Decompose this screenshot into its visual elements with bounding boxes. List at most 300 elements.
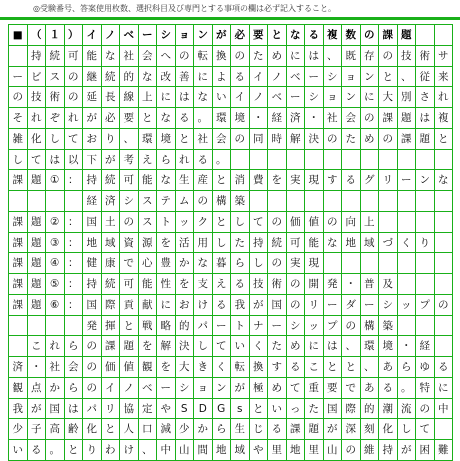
grid-cell: 暮	[212, 252, 232, 274]
grid-cell: G	[212, 398, 232, 420]
grid-cell: 技	[249, 273, 269, 295]
grid-cell: 会	[64, 356, 84, 378]
grid-cell: 可	[119, 273, 139, 295]
grid-cell: と	[212, 169, 232, 191]
grid-cell: 康	[101, 252, 121, 274]
grid-cell: 維	[360, 439, 380, 461]
grid-cell: ト	[156, 211, 176, 233]
grid-cell: 決	[304, 128, 324, 150]
grid-cell: 決	[175, 335, 195, 357]
grid-cell: シ	[304, 86, 324, 108]
grid-cell: ー	[138, 24, 158, 46]
grid-cell: ：	[64, 273, 84, 295]
grid-cell	[8, 45, 28, 67]
grid-cell: パ	[193, 315, 213, 337]
grid-cell: ：	[64, 294, 84, 316]
grid-cell: の	[82, 335, 102, 357]
grid-cell: ン	[360, 66, 380, 88]
grid-cell	[415, 211, 435, 233]
grid-cell: 複	[323, 24, 343, 46]
grid-cell: ス	[45, 66, 65, 88]
grid-cell: が	[101, 149, 121, 171]
grid-cell: ベ	[267, 86, 287, 108]
grid-cell: 存	[360, 45, 380, 67]
grid-cell: 子	[27, 418, 47, 440]
grid-cell: 済	[8, 356, 28, 378]
grid-cell: 持	[378, 439, 398, 461]
grid-cell: ョ	[323, 86, 343, 108]
grid-cell: あ	[360, 377, 380, 399]
grid-cell: の	[175, 45, 195, 67]
grid-cell	[360, 252, 380, 274]
grid-cell: が	[249, 294, 269, 316]
grid-cell: 既	[341, 45, 361, 67]
grid-cell: へ	[156, 45, 176, 67]
grid-cell: 能	[138, 273, 158, 295]
grid-cell: 上	[360, 211, 380, 233]
grid-cell: リ	[101, 398, 121, 420]
grid-cell: り	[82, 439, 102, 461]
grid-cell: ④	[45, 252, 65, 274]
grid-cell: る	[341, 169, 361, 191]
grid-cell: な	[286, 24, 306, 46]
grid-cell: と	[323, 356, 343, 378]
grid-cell: 社	[193, 128, 213, 150]
grid-cell: ン	[212, 377, 232, 399]
grid-cell: ー	[286, 86, 306, 108]
grid-cell: 化	[378, 418, 398, 440]
grid-cell: や	[156, 398, 176, 420]
grid-cell: 構	[360, 315, 380, 337]
grid-cell: を	[267, 169, 287, 191]
grid-cell: の	[341, 439, 361, 461]
grid-cell: 境	[230, 107, 250, 129]
grid-cell	[434, 335, 454, 357]
grid-cell	[378, 149, 398, 171]
grid-cell: り	[101, 128, 121, 150]
grid-cell: 題	[304, 418, 324, 440]
grid-cell	[360, 149, 380, 171]
grid-cell: で	[341, 377, 361, 399]
grid-cell: ク	[193, 211, 213, 233]
grid-cell: に	[193, 66, 213, 88]
grid-cell: 生	[230, 418, 250, 440]
grid-cell: 際	[101, 294, 121, 316]
grid-cell: 中	[156, 439, 176, 461]
grid-cell: 考	[119, 149, 139, 171]
grid-cell: ョ	[341, 66, 361, 88]
grid-cell	[323, 149, 343, 171]
grid-cell: 難	[434, 439, 454, 461]
grid-cell: て	[64, 128, 84, 150]
grid-cell: リ	[378, 169, 398, 191]
grid-cell: 少	[8, 418, 28, 440]
grid-cell: ー	[267, 315, 287, 337]
grid-cell	[323, 190, 343, 212]
grid-cell: れ	[27, 107, 47, 129]
grid-cell	[230, 149, 250, 171]
grid-cell: 高	[45, 418, 65, 440]
grid-cell: し	[8, 149, 28, 171]
grid-cell: の	[82, 356, 102, 378]
grid-cell: の	[119, 211, 139, 233]
grid-cell: の	[360, 107, 380, 129]
grid-cell	[397, 190, 417, 212]
grid-cell: く	[212, 356, 232, 378]
grid-cell: よ	[212, 66, 232, 88]
grid-cell: の	[64, 66, 84, 88]
grid-cell: 題	[397, 107, 417, 129]
grid-cell: こ	[27, 335, 47, 357]
grid-cell: な	[323, 232, 343, 254]
grid-cell: 会	[138, 45, 158, 67]
grid-cell: 要	[249, 24, 269, 46]
grid-cell: な	[156, 169, 176, 191]
grid-cell: 別	[397, 86, 417, 108]
grid-cell: の	[8, 86, 28, 108]
grid-cell	[249, 190, 269, 212]
grid-cell: パ	[82, 398, 102, 420]
grid-cell: 課	[286, 418, 306, 440]
grid-cell	[397, 273, 417, 295]
grid-cell: 境	[378, 335, 398, 357]
grid-cell: 課	[8, 252, 28, 274]
grid-cell: っ	[286, 398, 306, 420]
grid-cell: 題	[27, 232, 47, 254]
grid-cell: 、	[341, 335, 361, 357]
grid-cell: れ	[45, 335, 65, 357]
grid-cell: 能	[304, 232, 324, 254]
grid-cell	[415, 273, 435, 295]
grid-cell: の	[286, 294, 306, 316]
grid-cell: 解	[286, 128, 306, 150]
grid-cell: ス	[138, 190, 158, 212]
grid-cell: シ	[286, 315, 306, 337]
grid-cell: の	[230, 45, 250, 67]
grid-cell: お	[82, 128, 102, 150]
grid-cell: 社	[45, 356, 65, 378]
grid-cell: 続	[267, 232, 287, 254]
grid-cell	[434, 190, 454, 212]
grid-cell: た	[267, 335, 287, 357]
grid-cell: ス	[138, 211, 158, 233]
grid-cell: て	[212, 335, 232, 357]
grid-cell	[341, 149, 361, 171]
grid-cell: し	[230, 211, 250, 233]
grid-cell: い	[212, 86, 232, 108]
grid-cell	[267, 190, 287, 212]
grid-cell: 要	[119, 107, 139, 129]
grid-cell: 数	[341, 24, 361, 46]
grid-cell: 潮	[378, 398, 398, 420]
grid-cell	[8, 315, 28, 337]
grid-cell: ビ	[27, 66, 47, 88]
grid-cell: 時	[267, 128, 287, 150]
grid-cell: 転	[230, 356, 250, 378]
grid-cell: 課	[8, 169, 28, 191]
grid-cell	[286, 149, 306, 171]
grid-cell: 換	[212, 45, 232, 67]
grid-cell: る	[304, 24, 324, 46]
grid-cell: ・	[249, 107, 269, 129]
grid-cell	[397, 211, 417, 233]
grid-cell: ッ	[397, 294, 417, 316]
grid-cell: 豊	[156, 252, 176, 274]
grid-cell: イ	[249, 66, 269, 88]
grid-cell: ン	[415, 169, 435, 191]
grid-cell: 献	[138, 294, 158, 316]
grid-cell: S	[175, 398, 195, 420]
grid-cell: ら	[397, 356, 417, 378]
grid-cell: な	[138, 66, 158, 88]
grid-cell: ー	[156, 377, 176, 399]
grid-cell: ン	[193, 24, 213, 46]
grid-cell: を	[138, 335, 158, 357]
grid-cell: 換	[249, 356, 269, 378]
grid-cell: し	[212, 232, 232, 254]
grid-cell: プ	[323, 315, 343, 337]
grid-cell: い	[267, 398, 287, 420]
grid-cell: 能	[82, 45, 102, 67]
grid-cell	[378, 190, 398, 212]
grid-cell	[434, 315, 454, 337]
grid-cell: と	[378, 66, 398, 88]
grid-cell: 。	[45, 439, 65, 461]
grid-cell: イ	[230, 86, 250, 108]
grid-cell: ①	[45, 169, 65, 191]
grid-cell: ぞ	[45, 107, 65, 129]
grid-cell: で	[119, 252, 139, 274]
grid-cell: ー	[304, 66, 324, 88]
grid-cell: 必	[230, 24, 250, 46]
grid-cell	[397, 149, 417, 171]
grid-cell: る	[378, 377, 398, 399]
grid-cell: シ	[175, 377, 195, 399]
grid-cell	[8, 335, 28, 357]
grid-cell: 。	[212, 149, 232, 171]
grid-cell: 揮	[101, 315, 121, 337]
grid-cell: ノ	[267, 66, 287, 88]
grid-cell: ・	[341, 273, 361, 295]
grid-cell: 我	[230, 294, 250, 316]
grid-cell: サ	[434, 45, 454, 67]
grid-cell: が	[323, 418, 343, 440]
grid-cell: 下	[82, 149, 102, 171]
grid-cell: と	[341, 356, 361, 378]
grid-cell: 戦	[138, 315, 158, 337]
grid-cell: 中	[434, 398, 454, 420]
grid-cell: 里	[267, 439, 287, 461]
grid-cell: め	[267, 45, 287, 67]
grid-cell	[341, 252, 361, 274]
grid-cell: 術	[415, 45, 435, 67]
grid-cell: る	[27, 439, 47, 461]
grid-cell: る	[286, 356, 306, 378]
grid-cell: は	[323, 335, 343, 357]
grid-cell: ら	[156, 149, 176, 171]
grid-cell: ト	[230, 315, 250, 337]
grid-cell: の	[64, 86, 84, 108]
grid-cell: 必	[101, 107, 121, 129]
grid-cell: 持	[82, 273, 102, 295]
grid-cell: り	[415, 232, 435, 254]
grid-cell: 少	[175, 418, 195, 440]
grid-cell	[434, 149, 454, 171]
grid-cell: の	[82, 377, 102, 399]
grid-cell: s	[230, 398, 250, 420]
grid-cell: と	[138, 107, 158, 129]
grid-cell: 土	[101, 211, 121, 233]
grid-cell: 観	[138, 356, 158, 378]
grid-cell: に	[304, 335, 324, 357]
grid-cell	[415, 252, 435, 274]
grid-cell: わ	[101, 439, 121, 461]
grid-cell: ベ	[119, 24, 139, 46]
grid-cell: 重	[304, 377, 324, 399]
grid-cell: 経	[267, 107, 287, 129]
grid-cell: ベ	[138, 377, 158, 399]
grid-cell: を	[175, 273, 195, 295]
grid-cell: て	[286, 377, 306, 399]
grid-cell: ・	[304, 107, 324, 129]
grid-cell: 実	[286, 252, 306, 274]
grid-cell	[304, 190, 324, 212]
grid-cell: に	[156, 86, 176, 108]
grid-cell	[415, 24, 435, 46]
grid-cell: な	[193, 86, 213, 108]
grid-cell	[45, 190, 65, 212]
grid-cell: 環	[212, 107, 232, 129]
grid-cell: 消	[230, 169, 250, 191]
grid-cell: 的	[119, 66, 139, 88]
grid-cell: ッ	[175, 211, 195, 233]
grid-cell: ：	[64, 211, 84, 233]
grid-cell: は	[415, 107, 435, 129]
grid-cell: 題	[27, 294, 47, 316]
grid-cell: ダ	[341, 294, 361, 316]
grid-cell: め	[286, 335, 306, 357]
grid-cell: 能	[138, 169, 158, 191]
grid-cell: と	[64, 439, 84, 461]
grid-cell: 性	[156, 273, 176, 295]
grid-cell: 費	[249, 169, 269, 191]
grid-cell: 要	[323, 377, 343, 399]
grid-cell: 値	[304, 211, 324, 233]
grid-cell: 課	[8, 232, 28, 254]
grid-cell: 山	[323, 439, 343, 461]
grid-cell: シ	[119, 190, 139, 212]
grid-cell: 題	[27, 211, 47, 233]
grid-cell: グ	[360, 169, 380, 191]
grid-cell: の	[360, 24, 380, 46]
grid-cell	[434, 211, 454, 233]
header-border	[0, 17, 460, 20]
grid-cell: 健	[82, 252, 102, 274]
grid-cell: 国	[45, 398, 65, 420]
manuscript-grid	[8, 24, 452, 460]
grid-cell: 会	[212, 128, 232, 150]
grid-cell: の	[323, 211, 343, 233]
grid-cell: ら	[64, 335, 84, 357]
grid-cell: に	[156, 294, 176, 316]
grid-cell: 国	[267, 294, 287, 316]
grid-cell: は	[64, 398, 84, 420]
grid-cell: 長	[101, 86, 121, 108]
grid-cell: 大	[175, 356, 195, 378]
grid-cell: て	[415, 418, 435, 440]
grid-cell: 構	[212, 190, 232, 212]
grid-cell: 可	[286, 232, 306, 254]
grid-cell	[8, 190, 28, 212]
grid-cell: 課	[101, 335, 121, 357]
grid-cell	[64, 190, 84, 212]
grid-cell: は	[45, 149, 65, 171]
grid-cell: な	[156, 107, 176, 129]
grid-cell: 口	[138, 418, 158, 440]
grid-cell: シ	[378, 294, 398, 316]
grid-cell: の	[415, 398, 435, 420]
grid-cell: 同	[249, 128, 269, 150]
grid-cell: シ	[156, 24, 176, 46]
grid-cell: が	[230, 377, 250, 399]
grid-cell	[434, 273, 454, 295]
grid-cell	[434, 252, 454, 274]
grid-cell: 地	[212, 439, 232, 461]
grid-cell: 的	[360, 398, 380, 420]
grid-cell: 社	[323, 107, 343, 129]
grid-cell: が	[27, 398, 47, 420]
grid-cell: な	[193, 252, 213, 274]
grid-cell: そ	[8, 107, 28, 129]
grid-cell: 人	[119, 418, 139, 440]
grid-cell: ：	[64, 232, 84, 254]
grid-cell: 。	[397, 377, 417, 399]
grid-cell: ら	[212, 418, 232, 440]
grid-cell: え	[212, 273, 232, 295]
grid-cell: 、	[360, 356, 380, 378]
grid-cell: す	[323, 169, 343, 191]
grid-cell	[64, 315, 84, 337]
grid-cell: 続	[101, 66, 121, 88]
grid-cell: ベ	[286, 66, 306, 88]
grid-cell: き	[193, 356, 213, 378]
grid-cell: 際	[341, 398, 361, 420]
grid-cell: 解	[156, 335, 176, 357]
grid-cell: る	[212, 294, 232, 316]
grid-cell: 、	[323, 45, 343, 67]
grid-cell: ョ	[193, 377, 213, 399]
grid-cell: 経	[82, 190, 102, 212]
grid-cell: し	[193, 335, 213, 357]
grid-cell: の	[230, 128, 250, 150]
grid-cell: 可	[64, 45, 84, 67]
grid-cell: は	[304, 45, 324, 67]
grid-cell: ノ	[101, 24, 121, 46]
submission-notice: ◎受験番号、答案使用枚数、選択科目及び専門とする事項の欄は必ず記入すること。	[33, 4, 336, 13]
grid-cell: け	[193, 294, 213, 316]
grid-cell: る	[267, 418, 287, 440]
grid-cell: 源	[138, 232, 158, 254]
grid-cell: 課	[8, 273, 28, 295]
grid-cell: 社	[119, 45, 139, 67]
grid-cell: プ	[415, 294, 435, 316]
grid-cell	[397, 315, 417, 337]
grid-cell: ー	[212, 315, 232, 337]
grid-cell: 複	[434, 107, 454, 129]
grid-cell: が	[82, 107, 102, 129]
grid-cell: や	[249, 439, 269, 461]
grid-cell: 済	[101, 190, 121, 212]
